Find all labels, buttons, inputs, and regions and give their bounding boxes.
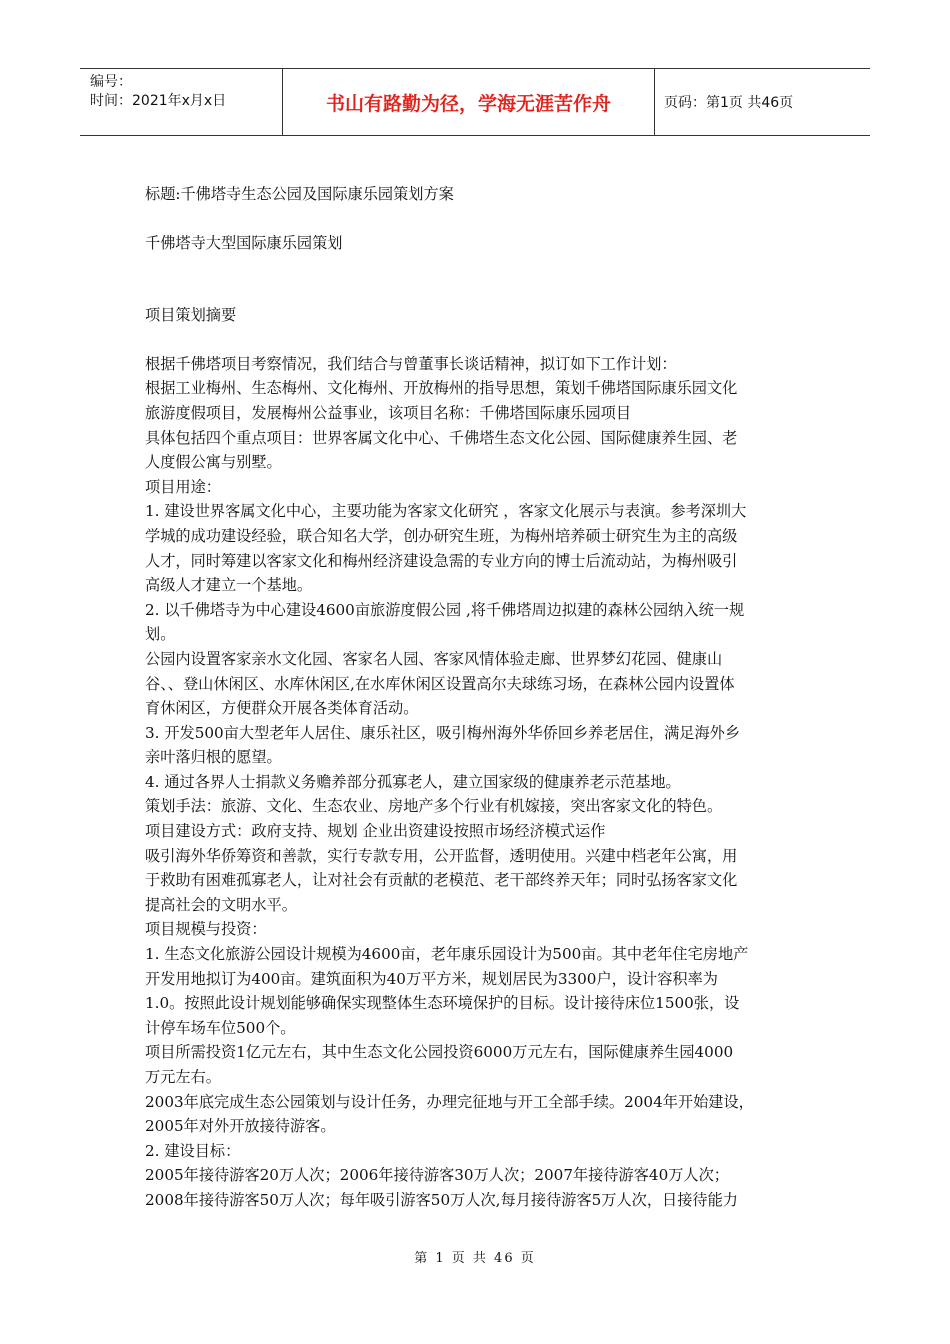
body-line: 2. 以千佛塔寺为中心建设4600亩旅游度假公园 ,将千佛塔周边拟建的森林公园纳入统一规 [145, 600, 745, 619]
body-line: 旅游度假项目，发展梅州公益事业，该项目名称：千佛塔国际康乐园项目 [145, 403, 631, 422]
body-line: 万元左右。 [145, 1068, 221, 1086]
body-line: 2005年对外开放接待游客。 [145, 1117, 336, 1136]
body-line: 划。 [145, 625, 176, 644]
body-text [145, 352, 820, 1213]
document-date: 时间：2021年x月x日 [90, 93, 227, 109]
body-line: 吸引海外华侨筹资和善款，实行专款专用，公开监督，透明使用。兴建中档老年公寓，用 [145, 846, 738, 865]
header-motto: 书山有路勤为径，学海无涯苦作舟 [282, 69, 655, 135]
body-line: 育休闲区，方便群众开展各类体育活动。 [145, 699, 419, 718]
section-heading: 项目策划摘要 [145, 306, 237, 325]
page-header [80, 68, 870, 136]
body-line: 人才，同时筹建以客家文化和梅州经济建设急需的专业方向的博士后流动站，为梅州吸引 [145, 551, 738, 570]
document-body [145, 182, 820, 1213]
body-line: 亲叶落归根的愿望。 [145, 748, 282, 767]
document-title: 标题:千佛塔寺生态公园及国际康乐园策划方案 [145, 185, 454, 203]
header-page-info: 页码：第1页 共46页 [664, 95, 794, 111]
body-line: 2003年底完成生态公园策划与设计任务，办理完征地与开工全部手续。2004年开始建设， [145, 1092, 754, 1111]
body-line: 根据千佛塔项目考察情况，我们结合与曾董事长谈话精神，拟订如下工作计划： [145, 354, 677, 373]
body-line: 计停车场车位500个。 [145, 1018, 296, 1037]
document-number-label: 编号： [90, 74, 132, 90]
header-meta [80, 69, 282, 135]
body-line: 人度假公寓与别墅。 [145, 453, 282, 472]
body-line: 4. 通过各界人士捐款义务赡养部分孤寡老人，建立国家级的健康养老示范基地。 [145, 772, 681, 791]
body-line: 1. 生态文化旅游公园设计规模为4600亩，老年康乐园设计为500亩。其中老年住宅房地产 [145, 945, 749, 964]
body-line: 公园内设置客家亲水文化园、客家名人园、客家风情体验走廊、世界梦幻花园、健康山 [145, 649, 723, 668]
document-subtitle: 千佛塔寺大型国际康乐园策划 [145, 233, 343, 252]
body-line: 项目用途： [145, 477, 221, 496]
body-line: 项目建设方式：政府支持、规划 企业出资建设按照市场经济模式运作 [145, 822, 606, 841]
body-line: 具体包括四个重点项目：世界客属文化中心、千佛塔生态文化公园、国际健康养生园、老 [145, 428, 738, 447]
body-line: 学城的成功建设经验，联合知名大学，创办研究生班，为梅州培养硕士研究生为主的高级 [145, 526, 738, 545]
body-line: 高级人才建立一个基地。 [145, 576, 313, 595]
body-line: 项目所需投资1亿元左右，其中生态文化公园投资6000万元左右，国际健康养生园4000 [145, 1043, 734, 1062]
body-line: 于救助有困难孤寡老人，让对社会有贡献的老模范、老干部终养天年；同时弘扬客家文化 [145, 871, 738, 890]
body-line: 项目规模与投资： [145, 920, 267, 939]
body-line: 1.0。按照此设计规划能够确保实现整体生态环境保护的目标。设计接待床位1500张，设 [145, 994, 740, 1013]
body-line: 3. 开发500亩大型老年人居住、康乐社区，吸引梅州海外华侨回乡养老居住，满足海外乡 [145, 723, 741, 742]
body-line: 1. 建设世界客属文化中心，主要功能为客家文化研究 ，客家文化展示与表演。参考深圳大 [145, 502, 747, 521]
body-line: 策划手法：旅游、文化、生态农业、房地产多个行业有机嫁接，突出客家文化的特色。 [145, 797, 723, 816]
body-line: 开发用地拟订为400亩。建筑面积为40万平方米，规划居民为3300户，设计容积率为 [145, 969, 718, 988]
body-line: 2008年接待游客50万人次；每年吸引游客50万人次,每月接待游客5万人次，日接待能力 [145, 1190, 738, 1209]
body-line: 2005年接待游客20万人次；2006年接待游客30万人次；2007年接待游客40万人次； [145, 1166, 729, 1185]
body-line: 根据工业梅州、生态梅州、文化梅州、开放梅州的指导思想，策划千佛塔国际康乐园文化 [145, 379, 738, 398]
page-footer: 第 1 页 共 46 页 [414, 1251, 536, 1266]
body-line: 谷、、登山休闲区、水库休闲区,在水库休闲区设置高尔夫球练习场，在森林公园内设置体 [145, 674, 735, 693]
body-line: 提高社会的文明水平。 [145, 895, 297, 914]
body-line: 2. 建设目标： [145, 1141, 241, 1160]
